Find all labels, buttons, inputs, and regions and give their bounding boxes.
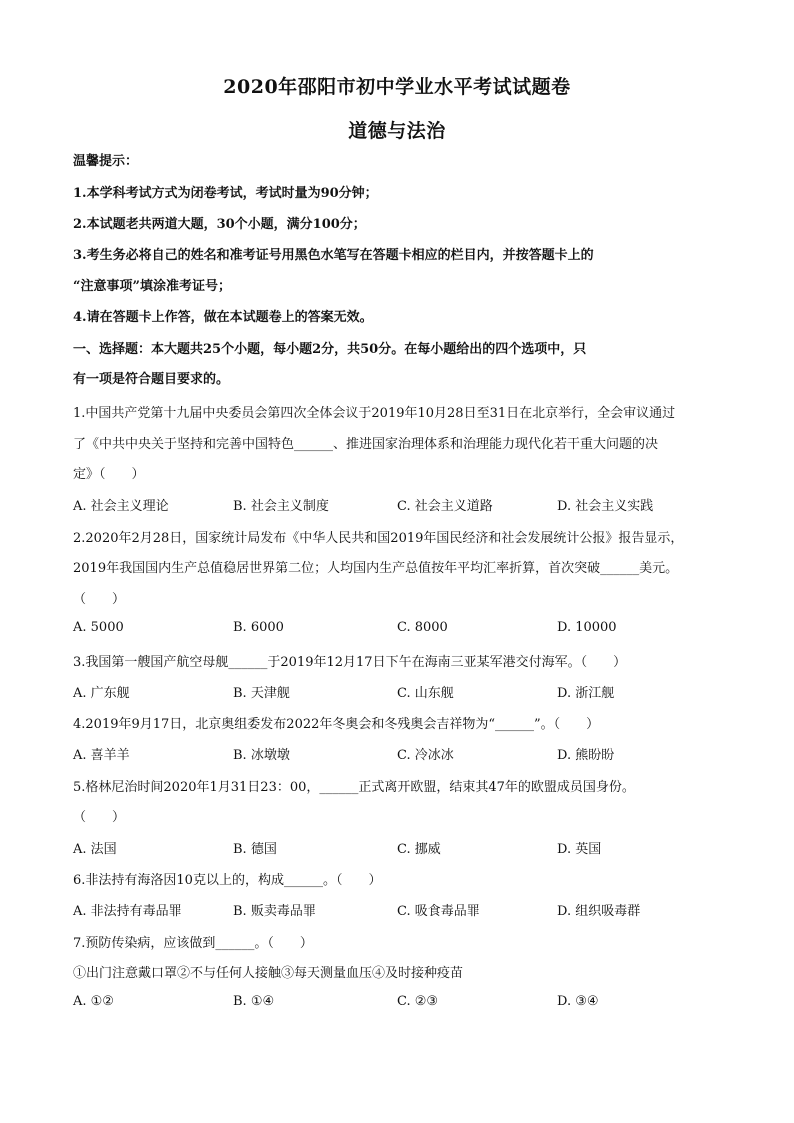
question-5-text: 5.格林尼治时间2020年1月31日23：00，______正式离开欧盟，结束其47年的欧盟成员国身份。	[73, 780, 635, 795]
option-c: C. 社会主义道路	[397, 499, 493, 514]
option-d: D. 熊盼盼	[557, 748, 615, 763]
option-a: A. 广东舰	[73, 686, 130, 701]
question-3-options	[73, 682, 723, 700]
question-7-statements: ①出门注意戴口罩②不与任何人接触③每天测量血压④及时接种疫苗	[73, 966, 464, 981]
option-b: B. ①④	[233, 994, 275, 1009]
question-1-text: 了《中共中央关于坚持和完善中国特色______、推进国家治理体系和治理能力现代化若干重大问题的决	[73, 437, 659, 452]
option-c: C. 挪威	[397, 842, 441, 857]
option-b: B. 社会主义制度	[233, 499, 329, 514]
option-c: C. 吸食毒品罪	[397, 904, 480, 919]
question-2-text: （ ）	[73, 592, 126, 607]
option-b: B. 冰墩墩	[233, 748, 290, 763]
tips-heading: 温馨提示：	[73, 154, 139, 169]
option-a: A. 非法持有毒品罪	[73, 904, 182, 919]
question-4-text: 4.2019年9月17日，北京奥组委发布2022年冬奥会和冬残奥会吉祥物为“______”。（ ）	[73, 717, 600, 732]
option-a: A. 5000	[73, 620, 124, 635]
question-5-text: （ ）	[73, 810, 126, 825]
question-2-options	[73, 620, 723, 638]
option-d: D. ③④	[557, 994, 599, 1009]
option-a: A. 法国	[73, 842, 117, 857]
option-a: A. ①②	[73, 994, 114, 1009]
question-5-options	[73, 838, 723, 856]
tip-item: 4.请在答题卡上作答，做在本试题卷上的答案无效。	[73, 310, 373, 325]
question-7-options	[73, 994, 723, 1012]
option-b: B. 贩卖毒品罪	[233, 904, 316, 919]
section-heading-cont: 有一项是符合题目要求的。	[73, 372, 230, 387]
question-2-text: 2.2020年2月28日，国家统计局发布《中华人民共和国2019年国民经济和社会发展统计公报》报告显示，	[73, 531, 684, 546]
question-1-text: 定》（ ）	[73, 467, 145, 482]
option-d: D. 浙江舰	[557, 686, 615, 701]
question-4-options	[73, 744, 723, 762]
section-heading: 一、选择题：本大题共25个小题，每小题2分，共50分。在每小题给出的四个选项中，只	[73, 342, 587, 357]
option-b: B. 6000	[233, 620, 284, 635]
tip-item: “注意事项”填涂准考证号；	[73, 279, 231, 294]
question-7-text: 7.预防传染病，应该做到______。（ ）	[73, 936, 313, 951]
option-b: B. 德国	[233, 842, 277, 857]
question-2-text: 2019年我国国内生产总值稳居世界第二位；人均国内生产总值按年平均汇率折算，首次突破______美元。	[73, 561, 679, 576]
option-d: D. 10000	[557, 620, 617, 635]
option-d: D. 组织吸毒群	[557, 904, 641, 919]
option-c: C. 山东舰	[397, 686, 454, 701]
question-1-options	[73, 495, 723, 513]
question-6-options	[73, 900, 723, 918]
question-1-text: 1.中国共产党第十九届中央委员会第四次全体会议于2019年10月28日至31日在北京举行，全会审议通过	[73, 406, 676, 421]
option-d: D. 社会主义实践	[557, 499, 654, 514]
tip-item: 1.本学科考试方式为闭卷考试，考试时量为90分钟；	[73, 186, 378, 201]
option-d: D. 英国	[557, 842, 602, 857]
option-a: A. 社会主义理论	[73, 499, 169, 514]
question-6-text: 6.非法持有海洛因10克以上的，构成______。（ ）	[73, 873, 382, 888]
subject-title: 道德与法治	[348, 120, 446, 142]
option-a: A. 喜羊羊	[73, 748, 130, 763]
option-b: B. 天津舰	[233, 686, 290, 701]
option-c: C. 冷冰冰	[397, 748, 454, 763]
option-c: C. ②③	[397, 994, 439, 1009]
tip-item: 2.本试题老共两道大题，30个小题，满分100分；	[73, 217, 366, 232]
question-3-text: 3.我国第一艘国产航空母舰______于2019年12月17日下午在海南三亚某军港交付海军。（ ）	[73, 655, 627, 670]
exam-title: 2020年邵阳市初中学业水平考试试题卷	[223, 76, 571, 98]
tip-item: 3.考生务必将自己的姓名和准考证号用黑色水笔写在答题卡相应的栏目内，并按答题卡上的	[73, 248, 594, 263]
option-c: C. 8000	[397, 620, 448, 635]
